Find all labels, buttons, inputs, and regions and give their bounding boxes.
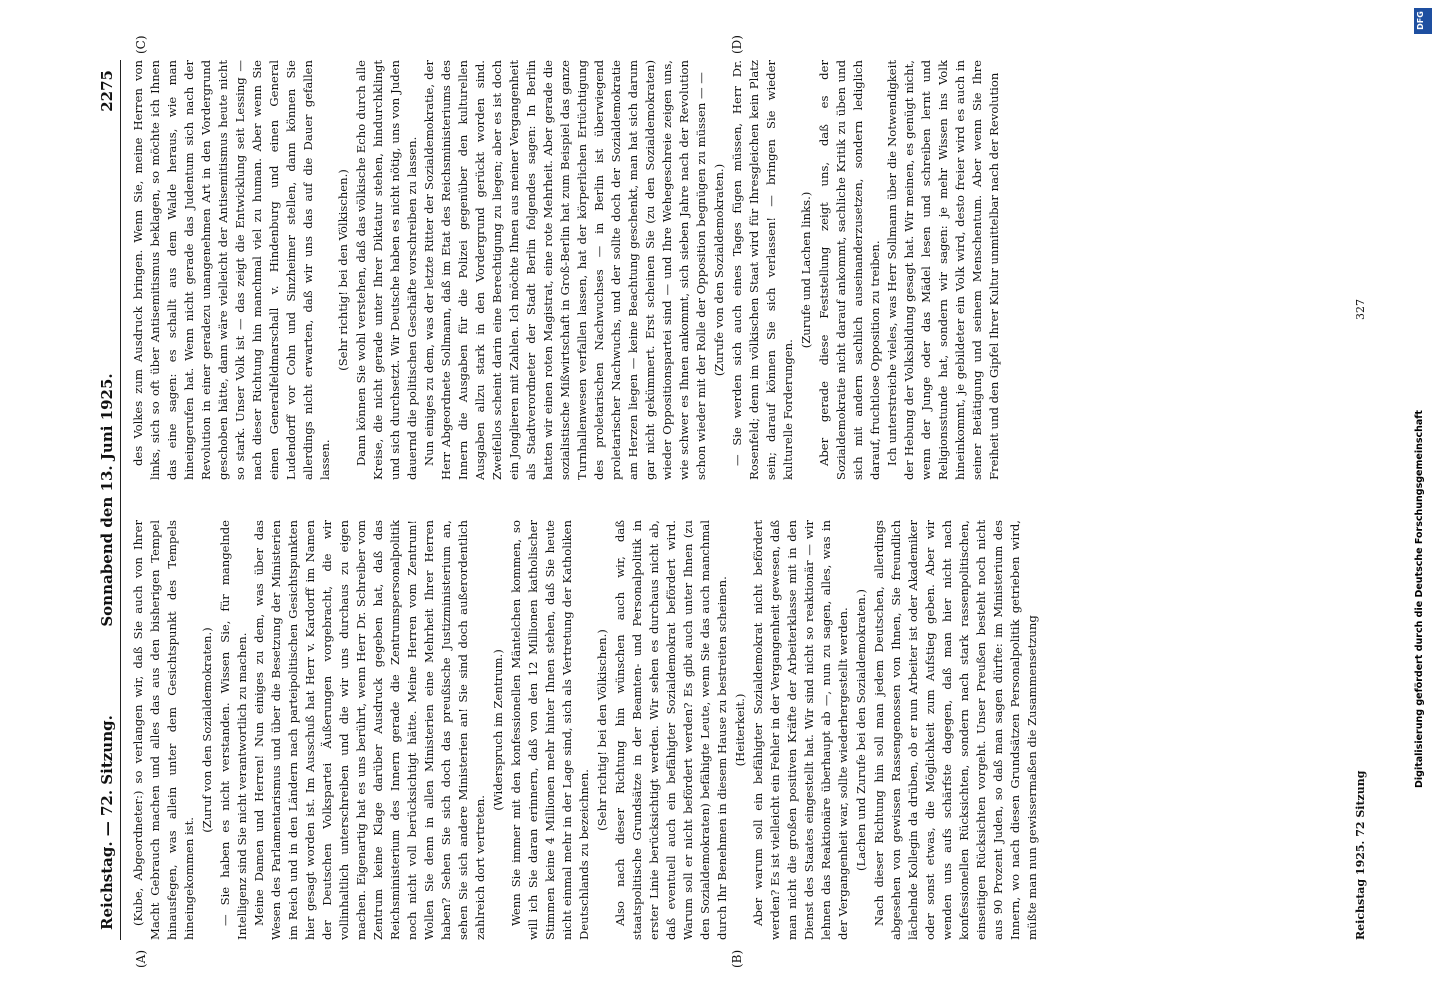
interjection: (Lachen und Zurufe bei den Sozialdemokraten.) xyxy=(854,589,868,871)
margin-mark-a: (A) xyxy=(134,949,148,968)
footer-sheet-number: 327 xyxy=(1354,299,1367,320)
header-date: Sonnabend den 13. Juni 1925. xyxy=(98,373,116,627)
footer-source: Reichstag 1925. 72 Sitzung xyxy=(1354,770,1367,940)
paragraph: Nun einiges zu dem, was der letzte Ritter der Sozialdemokratie, der Herr Abgeordnete Sollmann, daß im Etat des Reichsministeriums des Innern die Ausgaben für die Polizei gegenüber den kulturellen Ausgaben allzu stark in den Vordergrund gerückt worden sind. Zweifellos scheint darin eine Berechtigung zu liegen; aber es ist doch ein Jonglieren mit Zahlen. Ich möchte Ihnen aus meiner Vergangenheit als Stadtverordneter der Stadt Berlin folgendes sagen: In Berlin hatten wir einen roten Magistrat, eine rote Mehrheit. Aber gerade die sozialistische Mißwirtschaft in Groß-Berlin hat zum Beispiel das ganze Turnhallenwesen verfallen lassen, hat der körperlichen Ertüchtigung des proletarischen Nachwuchses — in Berlin ist überwiegend proletarischer Nachwuchs, und der sollte doch der Sozialdemokratie am Herzen liegen — keine Beachtung geschenkt, man hat sich darum gar nicht gekümmert. Erst scheinen Sie (zu den Sozialdemokraten) wieder Oppositionspartei sind — und Ihre Wehegeschreie zeigen uns, wie schwer es Ihnen ankommt, sich sieben Jahre nach der Revolution schon wieder mit der Rolle der Opposition begnügen zu müssen — — xyxy=(422,60,708,480)
paragraph: des Volkes zum Ausdruck bringen. Wenn Sie, meine Herren von links, sich so oft über Antisemitismus beklagen, so möchte ich Ihnen das eine sagen: es schallt aus dem Walde heraus, wie man hineingerufen hat. Wenn nicht gerade das Judentum sich nach der Revolution in einer geradezu unangenehmen Art in den Vordergrund geschoben hätte, dann wäre vielleicht der Antisemitismus heute nicht so stark. Unser Volk ist — das zeigt die Entwicklung seit Lessing — nach dieser Richtung hin manchmal viel zu human. Aber wenn Sie einen Generalfeldmarschall v. Hindenburg und einen General Ludendorff vor Cohn und Sinzheimer stellen, dann können Sie allerdings nicht erwarten, daß wir uns das auf die Dauer gefallen lassen. xyxy=(131,60,332,480)
interjection: (Zuruf von den Sozialdemokraten.) xyxy=(200,627,214,833)
paragraph: Dann können Sie wohl verstehen, daß das völkische Echo durch alle Kreise, die nicht gerade unter Ihrer Diktatur stehen, hindurchklingt und sich durchsetzt. Wir Deutsche haben es nicht nötig, uns von Juden dauernd die politischen Geschäfte vorschreiben zu lassen. xyxy=(354,60,419,480)
page-header xyxy=(90,60,121,940)
interjection: (Zurufe von den Sozialdemokraten.) xyxy=(712,163,726,377)
margin-mark-d: (D) xyxy=(730,35,744,54)
paragraph: (Kube, Abgeordneter:) so verlangen wir, daß Sie auch von Ihrer Macht Gebrauch machen und alles das aus den bisherigen Tempel hinausfegen, was allein unter dem Gesichtspunkt des Tempels hineingekommen ist. xyxy=(131,520,196,940)
interjection: (Sehr richtig! bei den Völkischen.) xyxy=(336,169,350,371)
header-session: Reichstag. — 72. Sitzung. xyxy=(98,715,116,930)
paragraph: — Sie werden sich auch eines Tages fügen müssen, Herr Dr. Rosenfeld; denn im völkischen Staat wird für Ihresgleichen kein Platz sein; darauf können Sie sich verlassen! — bringen Sie wieder kulturelle Forderungen. xyxy=(730,60,795,480)
interjection: (Widerspruch im Zentrum.) xyxy=(491,649,505,811)
funding-sidebar xyxy=(1408,8,1432,1000)
margin-mark-b: (B) xyxy=(730,949,744,968)
paragraph: Meine Damen und Herren! Nun einiges zu dem, was über das Wesen des Parlamentarismus und über die Besetzung der Ministerien im Reich und in den Ländern nach parteipolitischen Gesichtspunkten hier gesagt worden ist. Im Ausschuß hat Herr v. Kardorff im Namen der Deutschen Volkspartei Äußerungen vorgebracht, die wir vollinhaltlich unterschreiben und die wir uns durchaus zu eigen machen. Eigenartig hat es uns berührt, wenn Herr Dr. Schreiber vom Zentrum keine Klage darüber Ausdruck gegeben hat, daß das Reichsministerium des Innern gerade die Zentrumspersonalpolitik noch nicht voll berücksichtigt hätte. Meine Herren vom Zentrum! Wollen Sie denn in allen Ministerien eine Mehrheit Ihrer Herren haben? Sehen Sie sich doch das preußische Justizministerium an, sehen Sie sich andere Ministerien an! Sie sind doch außerordentlich zahlreich dort vertreten. xyxy=(252,520,487,940)
paragraph: Wenn Sie immer mit den konfessionellen Mäntelchen kommen, so will ich Sie daran erinnern, daß von den 12 Millionen katholischer Stimmen keine 4 Millionen mehr hinter Ihnen stehen, daß Sie heute nicht einmal mehr in der Lage sind, sich als Vertretung der Katholiken Deutschlands zu bezeichnen. xyxy=(509,520,591,940)
dfg-logo: DFG xyxy=(1414,8,1432,34)
rotated-page-content xyxy=(90,35,1370,968)
paragraph: — Sie haben es nicht verstanden. Wissen Sie, für mangelnde Intelligenz sind Sie nicht verantwortlich zu machen. xyxy=(218,520,249,940)
interjection: (Heiterkeit.) xyxy=(733,693,747,767)
paragraph: Nach dieser Richtung hin soll man jedem Deutschen, allerdings abgesehen von gewissen Rassengenossen von Ihnen, Sie freundlich lächelnde Kollegin da drüben, ob er nun Arbeiter ist oder Akademiker oder sonst etwas, die Möglichkeit zum Aufstieg geben. Aber wir wenden uns aufs schärfste dagegen, daß man hier nicht nach konfessionellen Rücksichten, sondern nach stark rassenpolitischen, einseitigen Rücksichten vorgeht. Unser Preußen besteht noch nicht aus 90 Prozent Juden, so daß man sagen dürfte: im Ministerium des Innern, wo nach diesen Grundsätzen Personalpolitik getrieben wird, müßte man nun gewissermaßen die Zusammensetzung xyxy=(872,520,1039,940)
margin-mark-c: (C) xyxy=(134,35,148,54)
funding-notice: Digitalisierung gefördert durch die Deutsche Forschungsgemeinschaft xyxy=(1414,410,1425,788)
left-column xyxy=(130,520,1350,940)
interjection: (Zurufe und Lachen links.) xyxy=(799,191,813,349)
page-number: 2275 xyxy=(98,70,116,112)
paragraph: Also nach dieser Richtung hin wünschen auch wir, daß staatspolitische Grundsätze in der Beamten- und Personalpolitik in erster Linie berücksichtigt werden. Wir sehen es durchaus nicht ab, daß eventuell auch ein befähigter Sozialdemokrat befördert wird. Warum soll er nicht befördert werden? Es gibt auch unter Ihnen (zu den Sozialdemokraten) befähigte Leute, wenn Sie das auch manchmal durch Ihr Benehmen in diesem Hause zu bestreiten scheinen. xyxy=(613,520,729,940)
interjection: (Sehr richtig! bei den Völkischen.) xyxy=(595,629,609,831)
paragraph: Aber warum soll ein befähigter Sozialdemokrat nicht befördert werden? Es ist vielleicht ein Fehler in der Vergangenheit gewesen, daß man nicht die großen positiven Kräfte der Arbeiterklasse mit in den Dienst des Staates eingestellt hat. Wir sind nicht so reaktionär — wir lehnen das Reaktionäre überhaupt ab —, nun zu sagen, alles, was in der Vergangenheit war, sollte wiederhergestellt werden. xyxy=(751,520,850,940)
paragraph: Ich unterstreiche vieles, was Herr Sollmann über die Notwendigkeit der Hebung der Volksbildung gesagt hat. Wir meinen, es genügt nicht, wenn der Junge oder das Mädel lesen und schreiben lernt und Religionsstunde hat, sondern wir sagen: je mehr Wissen ins Volk hineinkommt, je gebildeter ein Volk wird, desto freier wird es auch in seiner Betätigung und seinem Menschentum. Aber wenn Sie Ihre Freiheit und den Gipfel Ihrer Kultur unmittelbar nach der Revolution xyxy=(885,60,1001,480)
paragraph: Aber gerade diese Feststellung zeigt uns, daß es der Sozialdemokratie nicht darauf ankommt, sachliche Kritik zu üben und sich mit andern sachlich auseinanderzusetzen, sondern lediglich darauf, fruchtlose Opposition zu treiben. xyxy=(817,60,882,480)
right-column xyxy=(130,60,1350,480)
